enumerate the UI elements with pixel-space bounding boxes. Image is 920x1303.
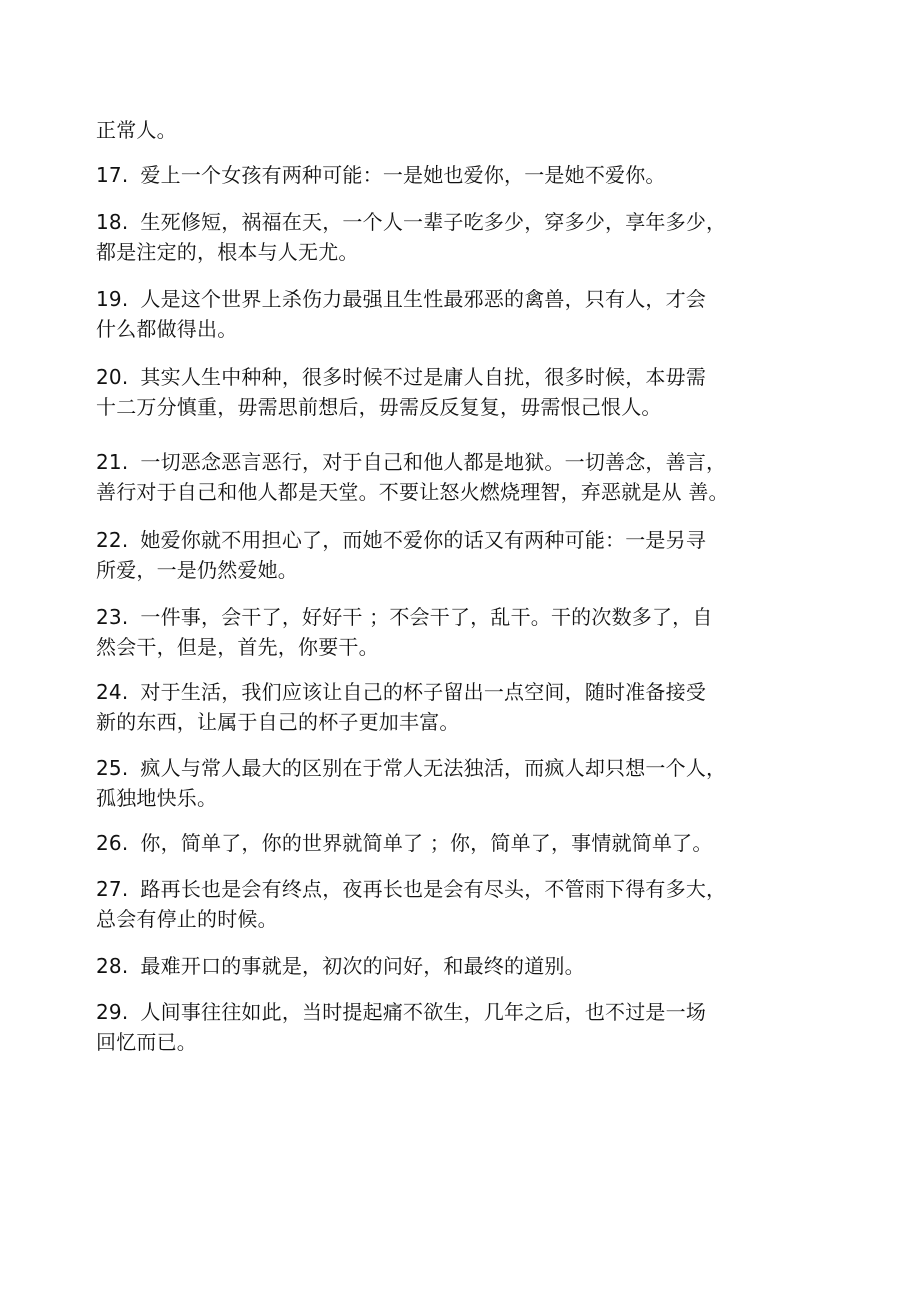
- text-line: [96, 602, 796, 632]
- text-line: [96, 753, 796, 783]
- quote-item-24: [96, 677, 796, 737]
- text-line: 所爱，一是仍然爱她。: [96, 558, 298, 582]
- text-line: [96, 677, 796, 707]
- text-line: [96, 997, 796, 1027]
- item-text: 其实人生中种种，很多时候不过是庸人自扰，很多时候，本毋需: [140, 365, 707, 389]
- text-line: [96, 160, 796, 190]
- text-line: 回忆而已。: [96, 1030, 197, 1054]
- text-line: 善行对于自己和他人都是天堂。不要让怒火燃烧理智，弃恶就是从 善。: [96, 480, 729, 504]
- text-line: 十二万分慎重，毋需思前想后，毋需反反复复，毋需恨己恨人。: [96, 395, 662, 419]
- text-line: [96, 447, 796, 477]
- quote-item-27: [96, 874, 796, 934]
- text-line: [96, 362, 796, 392]
- item-text: 生死修短，祸福在天，一个人一辈子吃多少，穿多少，享年多少，: [140, 210, 727, 234]
- item-number: 27.: [96, 877, 129, 901]
- item-text: 人是这个世界上杀伤力最强且生性最邪恶的禽兽，只有人，才会: [140, 287, 707, 311]
- item-number: 18.: [96, 210, 129, 234]
- quote-item-20: [96, 362, 796, 422]
- text-line: [96, 828, 796, 858]
- paragraph-continuation: [96, 115, 796, 145]
- quote-item-26: [96, 828, 796, 858]
- text-line: [96, 284, 796, 314]
- text-line: 正常人。: [96, 118, 177, 142]
- item-text: 爱上一个女孩有两种可能：一是她也爱你，一是她不爱你。: [140, 163, 666, 187]
- item-number: 28.: [96, 954, 129, 978]
- item-text: 你，简单了，你的世界就简单了 ；你，简单了，事情就简单了。: [140, 831, 713, 855]
- text-line: 孤独地快乐。: [96, 786, 218, 810]
- quote-item-23: [96, 602, 796, 662]
- item-number: 26.: [96, 831, 129, 855]
- quote-item-19: [96, 284, 796, 344]
- quote-item-17: [96, 160, 796, 190]
- quote-item-21: [96, 447, 796, 507]
- quote-item-25: [96, 753, 796, 813]
- text-line: [96, 951, 796, 981]
- item-number: 24.: [96, 680, 129, 704]
- item-text: 对于生活，我们应该让自己的杯子留出一点空间，随时准备接受: [140, 680, 707, 704]
- text-line: [96, 207, 796, 237]
- text-line: [96, 874, 796, 904]
- quote-item-18: [96, 207, 796, 267]
- item-text: 一件事，会干了，好好干 ；不会干了，乱干。干的次数多了，自: [140, 605, 713, 629]
- item-number: 29.: [96, 1000, 129, 1024]
- item-text: 人间事往往如此，当时提起痛不欲生，几年之后，也不过是一场: [140, 1000, 707, 1024]
- item-text: 她爱你就不用担心了，而她不爱你的话又有两种可能：一是另寻: [140, 528, 707, 552]
- item-text: 疯人与常人最大的区别在于常人无法独活，而疯人却只想一个人，: [140, 756, 727, 780]
- text-line: [96, 525, 796, 555]
- text-line: 什么都做得出。: [96, 317, 238, 341]
- quote-item-29: [96, 997, 796, 1057]
- quote-item-22: [96, 525, 796, 585]
- item-text: 一切恶念恶言恶行，对于自己和他人都是地狱。一切善念，善言，: [140, 450, 727, 474]
- text-line: 然会干，但是，首先，你要干。: [96, 635, 379, 659]
- item-number: 20.: [96, 365, 129, 389]
- item-number: 23.: [96, 605, 129, 629]
- item-number: 22.: [96, 528, 129, 552]
- item-number: 21.: [96, 450, 129, 474]
- quote-item-28: [96, 951, 796, 981]
- item-text: 路再长也是会有终点，夜再长也是会有尽头，不管雨下得有多大，: [140, 877, 727, 901]
- item-number: 25.: [96, 756, 129, 780]
- text-line: 都是注定的，根本与人无尤。: [96, 240, 359, 264]
- text-line: 总会有停止的时候。: [96, 907, 278, 931]
- text-line: 新的东西，让属于自己的杯子更加丰富。: [96, 710, 460, 734]
- item-number: 19.: [96, 287, 129, 311]
- item-text: 最难开口的事就是，初次的问好，和最终的道别。: [140, 954, 585, 978]
- item-number: 17.: [96, 163, 129, 187]
